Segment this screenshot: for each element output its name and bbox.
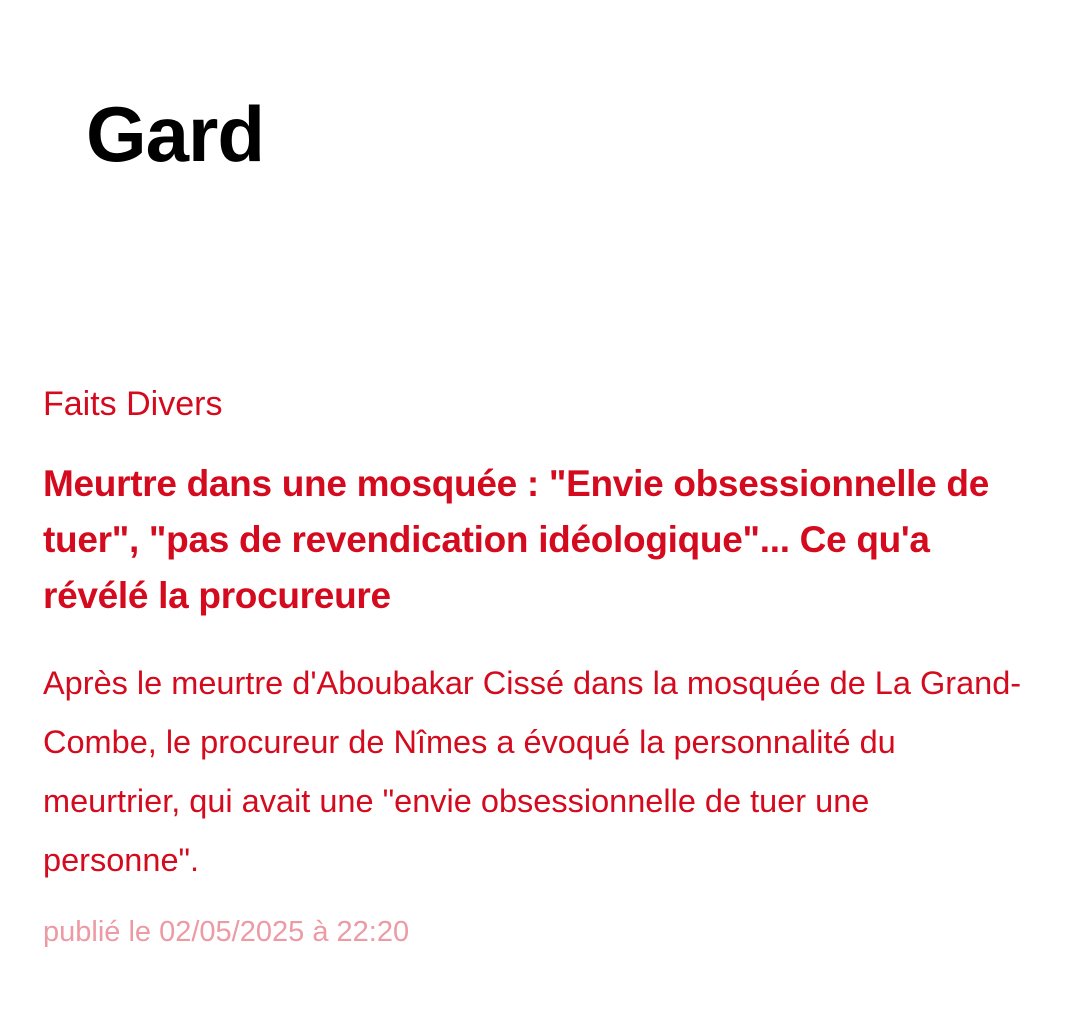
article-card[interactable] [43, 382, 1043, 952]
published-time: 22:20 [336, 916, 410, 948]
published-at: à [312, 916, 329, 948]
article-category[interactable]: Faits Divers [43, 385, 223, 423]
article-published-date [43, 912, 1043, 952]
published-date: 02/05/2025 [159, 916, 305, 948]
published-prefix: publié le [43, 916, 152, 948]
article-headline[interactable]: Meurtre dans une mosquée : "Envie obsessionnelle de tuer", "pas de revendication idéologique"... Ce qu'a révélé la procureure [43, 463, 989, 616]
section-title: Gard [86, 90, 265, 178]
article-summary[interactable]: Après le meurtre d'Aboubakar Cissé dans la mosquée de La Grand-Combe, le procureur de Nîmes a évoqué la personnalité du meurtrier, qui avait une "envie obsessionnelle de tuer une personne". [43, 665, 1022, 878]
